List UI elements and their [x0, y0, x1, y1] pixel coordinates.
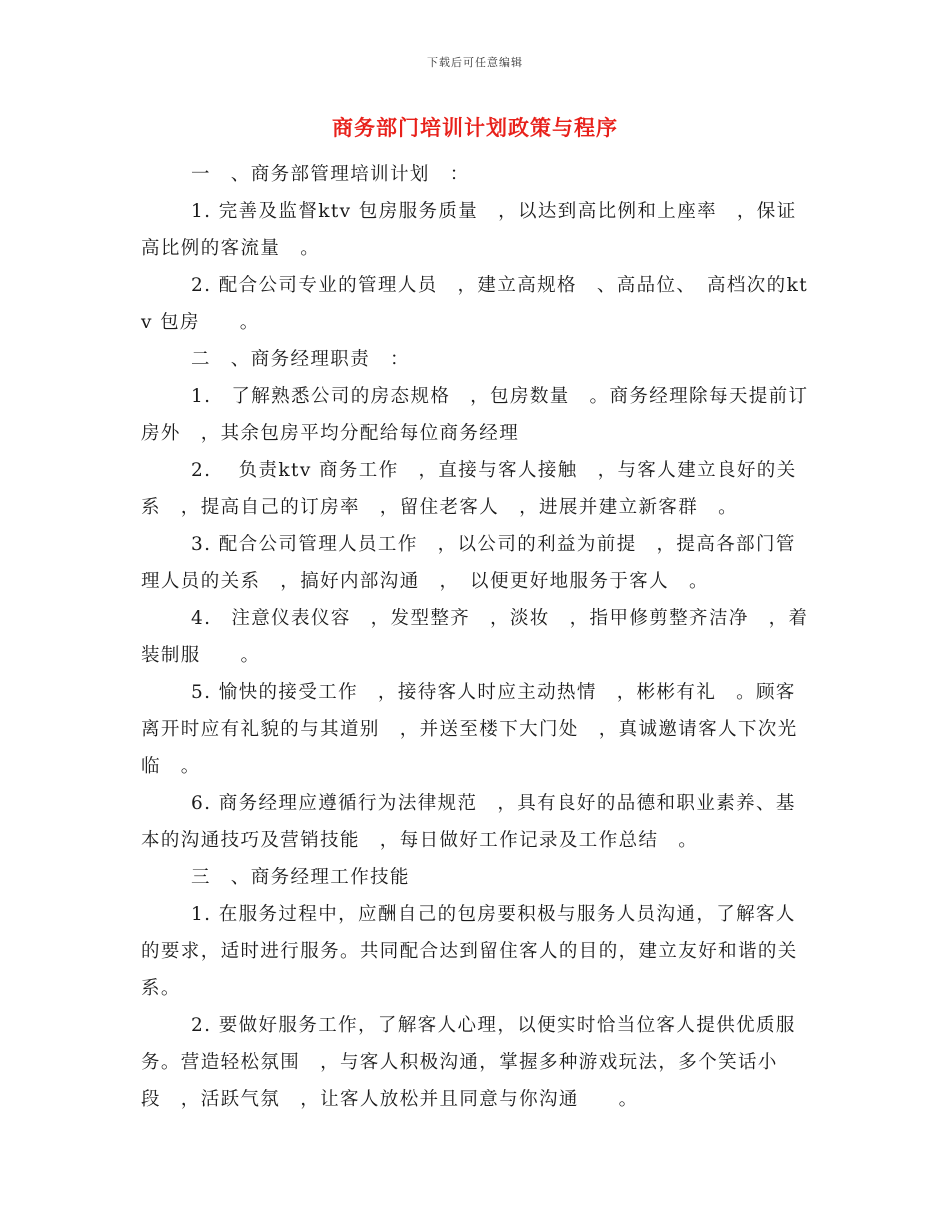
paragraph: 2. 配合公司专业的管理人员 ，建立高规格 、高品位、 高档次的ktv 包房 。 [141, 275, 809, 333]
section-heading-3: 三 、商务经理工作技能 [191, 867, 410, 888]
paragraph: 3. 配合公司管理人员工作 ，以公司的利益为前提 ，提高各部门管理人员的关系 ，搞好内部沟通 ， 以便更好地服务于客人 。 [141, 534, 796, 592]
document-body [141, 156, 809, 1118]
header-note: 下载后可任意编辑 [427, 56, 523, 69]
section-heading-2: 二 、商务经理职责 ： [191, 349, 410, 370]
section-heading-1: 一 、商务部管理培训计划 ： [191, 164, 470, 185]
paragraph: 6. 商务经理应遵循行为法律规范 ，具有良好的品德和职业素养、基本的沟通技巧及营销技能 ，每日做好工作记录及工作总结 。 [141, 793, 796, 851]
paragraph: 5. 愉快的接受工作 ，接待客人时应主动热情 ，彬彬有礼 。顾客离开时应有礼貌的与其道别 ，并送至楼下大门处 ，真诚邀请客人下次光临 。 [141, 682, 798, 777]
paragraph: 1. 在服务过程中，应酬自己的包房要积极与服务人员沟通，了解客人的要求，适时进行服务。共同配合达到留住客人的目的，建立友好和谐的关系。 [141, 904, 798, 999]
paragraph: 2. 负责ktv 商务工作 ，直接与客人接触 ，与客人建立良好的关系 ，提高自己的订房率 ，留住老客人 ，进展并建立新客群 。 [141, 460, 797, 518]
document-title: 商务部门培训计划政策与程序 [332, 115, 618, 140]
paragraph: 4. 注意仪表仪容 ，发型整齐 ，淡妆 ，指甲修剪整齐洁净 ，着装制服 。 [141, 608, 809, 666]
paragraph: 1. 了解熟悉公司的房态规格 ，包房数量 。商务经理除每天提前订房外 ，其余包房平均分配给每位商务经理 [141, 386, 809, 444]
paragraph: 2. 要做好服务工作，了解客人心理，以便实时恰当位客人提供优质服务。营造轻松氛围 ，与客人积极沟通，掌握多种游戏玩法，多个笑话小段 ，活跃气氛 ，让客人放松并且同意与你沟通 。 [141, 1015, 796, 1110]
paragraph: 1. 完善及监督ktv 包房服务质量 ，以达到高比例和上座率 ，保证高比例的客流量 。 [141, 201, 797, 259]
